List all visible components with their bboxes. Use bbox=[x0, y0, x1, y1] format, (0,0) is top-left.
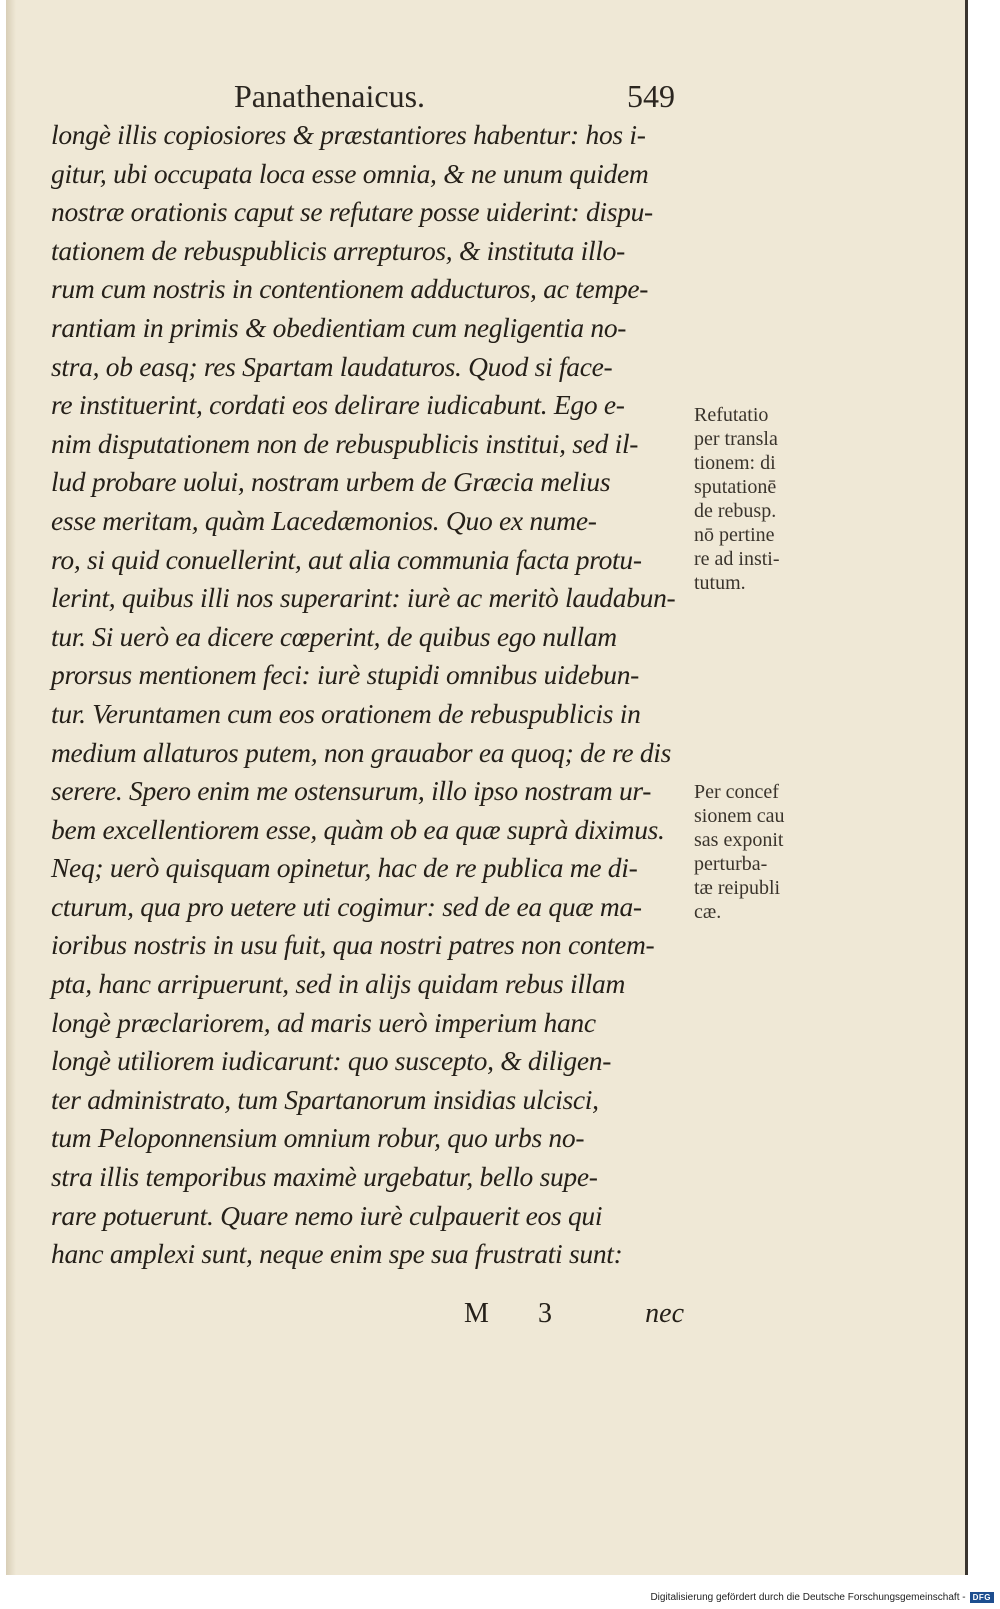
page-number: 549 bbox=[627, 78, 675, 114]
marginal-line: Refutatio bbox=[694, 404, 769, 426]
text-line: lerint, quibus illi nos superarint: iurè ac meritò laudabun- bbox=[51, 582, 676, 614]
marginal-line: tionem: di bbox=[694, 452, 776, 474]
marginal-line: sionem cau bbox=[694, 805, 785, 827]
text-line: stra illis temporibus maximè urgebatur, bello supe- bbox=[51, 1161, 598, 1193]
text-line: Neq; uerò quisquam opinetur, hac de re publica me di- bbox=[51, 852, 638, 884]
text-line: esse meritam, quàm Lacedæmonios. Quo ex nume- bbox=[51, 504, 597, 536]
dfg-logo: DFG bbox=[970, 1592, 994, 1603]
text-line: tationem de rebuspublicis arrepturos, & instituta illo- bbox=[51, 234, 625, 266]
marginal-line: tæ reipubli bbox=[694, 877, 781, 899]
marginal-line: perturba- bbox=[694, 853, 768, 875]
marginal-note-refutatio bbox=[694, 403, 834, 595]
marginal-line: sas exponit bbox=[694, 829, 784, 851]
text-line: medium allaturos putem, non grauabor ea quoq; de re dis bbox=[51, 736, 672, 768]
text-line: bem excellentiorem esse, quàm ob ea quæ suprà diximus. bbox=[51, 813, 665, 845]
text-line: rare potuerunt. Quare nemo iurè culpauerit eos qui bbox=[51, 1199, 603, 1231]
marginal-line: sputationē bbox=[694, 476, 777, 498]
running-head: Panathenaicus. bbox=[234, 78, 426, 114]
marginal-line: de rebusp. bbox=[694, 500, 777, 522]
text-line: stra, ob easq; res Spartam laudaturos. Quod si face- bbox=[51, 350, 613, 382]
signature-mark: M bbox=[464, 1298, 489, 1329]
page-gutter bbox=[6, 0, 16, 1575]
marginal-line: tutum. bbox=[694, 572, 746, 594]
marginal-line: per transla bbox=[694, 428, 778, 450]
text-line: rum cum nostris in contentionem adducturos, ac tempe- bbox=[51, 273, 649, 305]
text-line: hanc amplexi sunt, neque enim spe sua frustrati sunt: bbox=[51, 1238, 623, 1270]
text-line: nim disputationem non de rebuspublicis institui, sed il- bbox=[51, 427, 639, 459]
marginal-note-concessio bbox=[694, 780, 834, 924]
signature-line bbox=[464, 1298, 684, 1338]
text-line: nostræ orationis caput se refutare posse uiderint: dispu- bbox=[51, 196, 653, 228]
text-line: lud probare uolui, nostram urbem de Græcia melius bbox=[51, 466, 611, 498]
digitization-credit bbox=[650, 1592, 994, 1603]
main-text-block bbox=[51, 116, 691, 1274]
marginal-line: Per concef bbox=[694, 781, 779, 803]
scan-margin-right bbox=[968, 0, 1000, 1575]
page-header bbox=[234, 78, 675, 118]
text-line: tur. Veruntamen cum eos orationem de rebuspublicis in bbox=[51, 697, 641, 729]
text-line: longè illis copiosiores & præstantiores habentur: hos i- bbox=[51, 119, 646, 150]
marginal-line: nō pertine bbox=[694, 524, 775, 546]
text-line: serere. Spero enim me ostensurum, illo ipso nostram ur- bbox=[51, 775, 652, 807]
signature-number: 3 bbox=[538, 1298, 552, 1329]
text-line: pta, hanc arripuerunt, sed in alijs quidam rebus illam bbox=[51, 968, 626, 1000]
credit-text: Digitalisierung gefördert durch die Deutsche Forschungsgemeinschaft - bbox=[650, 1592, 966, 1603]
text-line: tum Peloponnensium omnium robur, quo urbs no- bbox=[51, 1122, 585, 1154]
text-line: ioribus nostris in usu fuit, qua nostri patres non contem- bbox=[51, 929, 655, 961]
marginal-line: cæ. bbox=[694, 901, 722, 923]
text-line: prorsus mentionem feci: iurè stupidi omnibus uidebun- bbox=[51, 659, 640, 691]
text-line: ter administrato, tum Spartanorum insidias ulcisci, bbox=[51, 1083, 599, 1115]
text-line: tur. Si uerò ea dicere cœperint, de quibus ego nullam bbox=[51, 620, 617, 652]
book-page bbox=[6, 0, 968, 1575]
text-line: rantiam in primis & obedientiam cum negligentia no- bbox=[51, 311, 627, 343]
text-line: longè præclariorem, ad maris uerò imperium hanc bbox=[51, 1006, 596, 1038]
text-line: cturum, qua pro uetere uti cogimur: sed de ea quæ ma- bbox=[51, 890, 642, 922]
text-line: longè utiliorem iudicarunt: quo suscepto, & diligen- bbox=[51, 1045, 612, 1077]
marginal-line: re ad insti- bbox=[694, 548, 780, 570]
text-line: ro, si quid conuellerint, aut alia communia facta protu- bbox=[51, 543, 642, 575]
text-line: gitur, ubi occupata loca esse omnia, & ne unum quidem bbox=[51, 157, 649, 189]
catchword: nec bbox=[645, 1298, 684, 1329]
text-line: re instituerint, cordati eos delirare iudicabunt. Ego e- bbox=[51, 389, 625, 421]
